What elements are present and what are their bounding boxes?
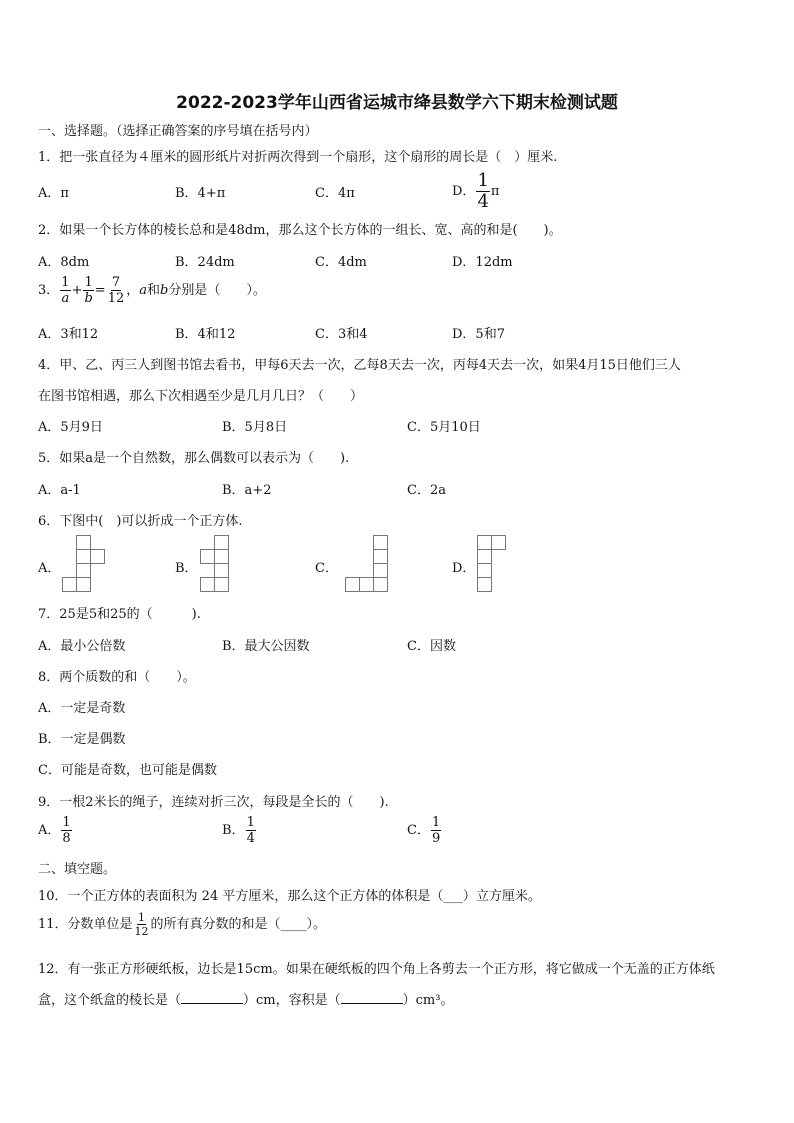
fraction-one-quarter bbox=[476, 172, 489, 211]
q3-tail: 分别是（ ）。 bbox=[168, 283, 266, 298]
q2-option-b: B．24dm bbox=[175, 255, 235, 270]
q1-option-c: C．4π bbox=[315, 186, 355, 201]
q3-option-d: D．5和7 bbox=[452, 327, 505, 342]
fraction-denominator: 4 bbox=[477, 191, 489, 212]
q3-option-c: C．3和4 bbox=[315, 327, 368, 342]
question-4-line-1: 4．甲、乙、丙三人到图书馆去看书，甲每6天去一次，乙每8天去一次，丙每4天去一次，如果4月15日他们三人 bbox=[38, 358, 681, 373]
section-heading-choice: 一、选择题。（选择正确答案的序号填在括号内） bbox=[38, 124, 318, 139]
fraction-numerator: 1 bbox=[61, 275, 70, 290]
page-title: 2022-2023学年山西省运城市绛县数学六下期末检测试题 bbox=[176, 93, 618, 113]
question-2: 2．如果一个长方体的棱长总和是48dm，那么这个长方体的一组长、宽、高的和是( )。 bbox=[38, 223, 562, 238]
q7-option-b: B．最大公因数 bbox=[222, 639, 310, 654]
fraction-numerator: 1 bbox=[431, 815, 441, 830]
q2-option-d: D．12dm bbox=[452, 255, 513, 270]
cube-net-b bbox=[199, 535, 231, 593]
fraction-numerator: 7 bbox=[111, 275, 121, 290]
q12-part-b: ）cm，容积是（ bbox=[243, 993, 341, 1008]
fraction-1-over-b bbox=[83, 276, 93, 305]
var-b: b bbox=[160, 283, 169, 298]
q2-option-c: C．4dm bbox=[315, 255, 367, 270]
q6-option-c: C． bbox=[315, 561, 338, 576]
q2-option-a: A．8dm bbox=[38, 255, 90, 270]
fraction-numerator: 1 bbox=[246, 815, 255, 830]
fraction-numerator: 1 bbox=[62, 815, 71, 830]
q1-option-d bbox=[452, 172, 499, 211]
q9-option-c bbox=[407, 816, 442, 845]
question-3: 3． $\frac{1}{a}$ + $\frac{1}{b}$ = $\frac{7}{12}$ ，a和b分别是（ ）。 bbox=[38, 275, 266, 306]
q9-option-a-label: A． bbox=[38, 823, 61, 838]
fraction-denominator: 8 bbox=[62, 831, 71, 846]
q5-option-b: B．a+2 bbox=[222, 483, 272, 498]
q9-option-b bbox=[222, 816, 257, 845]
fraction-numerator: 1 bbox=[138, 911, 146, 924]
fraction-numerator: 1 bbox=[84, 275, 93, 290]
cube-net-c bbox=[342, 535, 390, 593]
answer-blank-volume[interactable] bbox=[341, 1003, 403, 1004]
cube-net-a bbox=[61, 535, 107, 593]
fraction-1-over-12 bbox=[134, 912, 150, 937]
question-12-line-1: 12．有一张正方形硬纸板，边长是15cm。如果在硬纸板的四个角上各剪去一个正方形，将它做成一个无盖的正方体纸 bbox=[38, 962, 715, 977]
question-11 bbox=[38, 912, 326, 937]
q5-option-a: A．a-1 bbox=[38, 483, 81, 498]
q12-part-a: 盒，这个纸盒的棱长是（ bbox=[38, 993, 182, 1008]
fraction-1-over-8 bbox=[61, 816, 71, 845]
fraction-1-over-4 bbox=[246, 816, 256, 845]
q1-option-a: A．π bbox=[38, 186, 69, 201]
fraction-denominator: 4 bbox=[246, 831, 255, 846]
fraction-1-over-9 bbox=[431, 816, 441, 845]
fraction-1-over-a bbox=[60, 276, 70, 305]
question-9: 9．一根2米长的绳子，连续对折三次，每段是全长的（ ). bbox=[38, 795, 389, 810]
q4-option-a: A．5月9日 bbox=[38, 420, 103, 435]
q6-option-a: A． bbox=[38, 561, 61, 576]
section-heading-fill: 二、填空题。 bbox=[38, 862, 117, 877]
q12-part-c: ）cm³。 bbox=[402, 993, 454, 1008]
q3-option-b: B．4和12 bbox=[175, 327, 236, 342]
question-10: 10．一个正方体的表面积为 24 平方厘米，那么这个正方体的体积是（___）立方厘米。 bbox=[38, 889, 541, 904]
question-7: 7．25是5和25的（ ). bbox=[38, 607, 201, 622]
q11-suffix: 的所有真分数的和是（____）。 bbox=[150, 917, 327, 932]
fraction-denominator: a bbox=[61, 291, 70, 306]
fraction-numerator: 1 bbox=[477, 170, 489, 191]
q8-option-b: B．一定是偶数 bbox=[38, 732, 126, 747]
q9-option-a bbox=[38, 816, 73, 845]
q6-option-d: D． bbox=[452, 561, 476, 576]
fraction-denominator: 12 bbox=[134, 925, 149, 938]
question-4-line-2: 在图书馆相遇，那么下次相遇至少是几月几日？（ ） bbox=[38, 389, 364, 404]
q11-prefix: 11．分数单位是 bbox=[38, 917, 133, 932]
q7-option-a: A．最小公倍数 bbox=[38, 639, 126, 654]
question-1: 1．把一张直径为４厘米的圆形纸片对折两次得到一个扇形，这个扇形的周长是（ ）厘米. bbox=[38, 150, 558, 165]
var-a: a bbox=[139, 283, 148, 298]
question-5: 5．如果a是一个自然数，那么偶数可以表示为（ ). bbox=[38, 451, 350, 466]
question-8: 8．两个质数的和（ ）。 bbox=[38, 670, 196, 685]
question-6: 6．下图中( )可以折成一个正方体. bbox=[38, 514, 243, 529]
conjunction: 和 bbox=[147, 283, 161, 298]
cube-net-d bbox=[476, 535, 508, 593]
fraction-denominator: 9 bbox=[431, 831, 441, 846]
q8-option-a: A．一定是奇数 bbox=[38, 701, 126, 716]
fraction-denominator: 12 bbox=[107, 291, 125, 306]
q9-option-c-label: C． bbox=[407, 823, 430, 838]
q4-option-c: C．5月10日 bbox=[407, 420, 481, 435]
q6-option-b: B． bbox=[175, 561, 198, 576]
q1-option-b: B．4+π bbox=[175, 186, 226, 201]
q4-option-b: B．5月8日 bbox=[222, 420, 288, 435]
equals-sign: = bbox=[94, 283, 106, 298]
q3-number: 3． bbox=[38, 283, 60, 298]
question-12-line-2 bbox=[38, 989, 453, 1008]
fraction-7-over-12 bbox=[107, 276, 126, 305]
q8-option-c: C．可能是奇数，也可能是偶数 bbox=[38, 763, 217, 778]
pi-symbol: π bbox=[490, 184, 500, 199]
q1-option-d-label: D． bbox=[452, 184, 476, 199]
q9-option-b-label: B． bbox=[222, 823, 245, 838]
q3-option-a: A．3和12 bbox=[38, 327, 99, 342]
plus-sign: + bbox=[71, 283, 83, 298]
q5-option-c: C．2a bbox=[407, 483, 446, 498]
answer-blank-edge[interactable] bbox=[181, 1003, 243, 1004]
q7-option-c: C．因数 bbox=[407, 639, 456, 654]
fraction-denominator: b bbox=[84, 291, 93, 306]
